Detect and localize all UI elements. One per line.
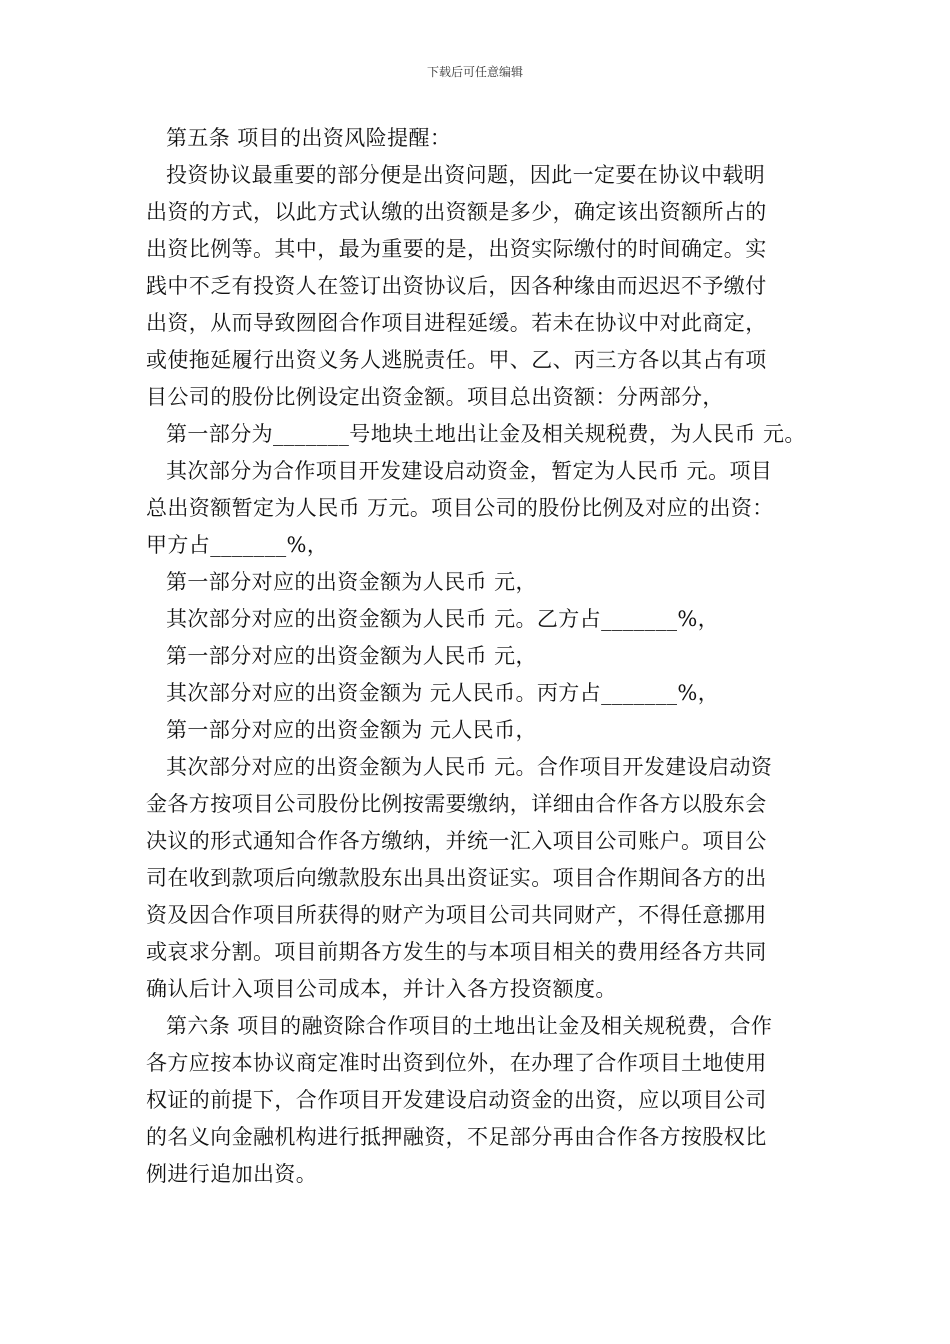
- body-line: 第六条 项目的融资除合作项目的土地出让金及相关规税费，合作: [166, 1014, 773, 1038]
- body-line: 总出资额暂定为人民币 万元。项目公司的股份比例及对应的出资：: [146, 496, 774, 520]
- body-line: 第一部分为_______号地块土地出让金及相关规税费，为人民币 元。: [166, 422, 806, 446]
- body-line: 出资的方式，以此方式认缴的出资额是多少，确定该出资额所占的: [146, 200, 767, 224]
- body-line: 出资比例等。其中，最为重要的是，出资实际缴付的时间确定。实: [146, 237, 767, 261]
- header-note: 下载后可任意编辑: [426, 65, 523, 79]
- body-line: 第一部分对应的出资金额为 元人民币，: [166, 718, 537, 742]
- body-line: 其次部分为合作项目开发建设启动资金，暂定为人民币 元。项目: [166, 459, 773, 483]
- body-line: 第五条 项目的出资风险提醒：: [166, 126, 452, 150]
- body-line: 目公司的股份比例设定出资金额。项目总出资额：分两部分，: [146, 385, 724, 409]
- body-line: 司在收到款项后向缴款股东出具出资证实。项目合作期间各方的出: [146, 866, 767, 890]
- body-line: 或哀求分割。项目前期各方发生的与本项目相关的费用经各方共同: [146, 940, 767, 964]
- body-line: 践中不乏有投资人在签订出资协议后，因各种缘由而迟迟不予缴付: [146, 274, 767, 298]
- body-line: 的名义向金融机构进行抵押融资，不足部分再由合作各方按股权比: [146, 1125, 767, 1149]
- body-line: 投资协议最重要的部分便是出资问题，因此一定要在协议中载明: [166, 163, 766, 187]
- body-line: 各方应按本协议商定准时出资到位外，在办理了合作项目土地使用: [146, 1051, 767, 1075]
- body-line: 决议的形式通知合作各方缴纳，并统一汇入项目公司账户。项目公: [146, 829, 767, 853]
- body-line: 其次部分对应的出资金额为 元人民币。丙方占_______%，: [166, 681, 720, 705]
- body-line: 资及因合作项目所获得的财产为项目公司共同财产，不得任意挪用: [146, 903, 767, 927]
- body-line: 第一部分对应的出资金额为人民币 元，: [166, 570, 537, 594]
- body-line: 其次部分对应的出资金额为人民币 元。乙方占_______%，: [166, 607, 720, 631]
- body-line: 第一部分对应的出资金额为人民币 元，: [166, 644, 537, 668]
- body-line: 其次部分对应的出资金额为人民币 元。合作项目开发建设启动资: [166, 755, 773, 779]
- body-line: 金各方按项目公司股份比例按需要缴纳，详细由合作各方以股东会: [146, 792, 767, 816]
- body-line: 权证的前提下，合作项目开发建设启动资金的出资，应以项目公司: [146, 1088, 767, 1112]
- body-line: 确认后计入项目公司成本，并计入各方投资额度。: [146, 977, 617, 1001]
- body-line: 甲方占_______%，: [146, 533, 329, 557]
- document-body: [146, 120, 818, 1193]
- body-line: 或使拖延履行出资义务人逃脱责任。甲、乙、丙三方各以其占有项: [146, 348, 767, 372]
- body-line: 出资，从而导致囫囵合作项目进程延缓。若未在协议中对此商定，: [146, 311, 767, 335]
- body-line: 例进行追加出资。: [146, 1162, 318, 1186]
